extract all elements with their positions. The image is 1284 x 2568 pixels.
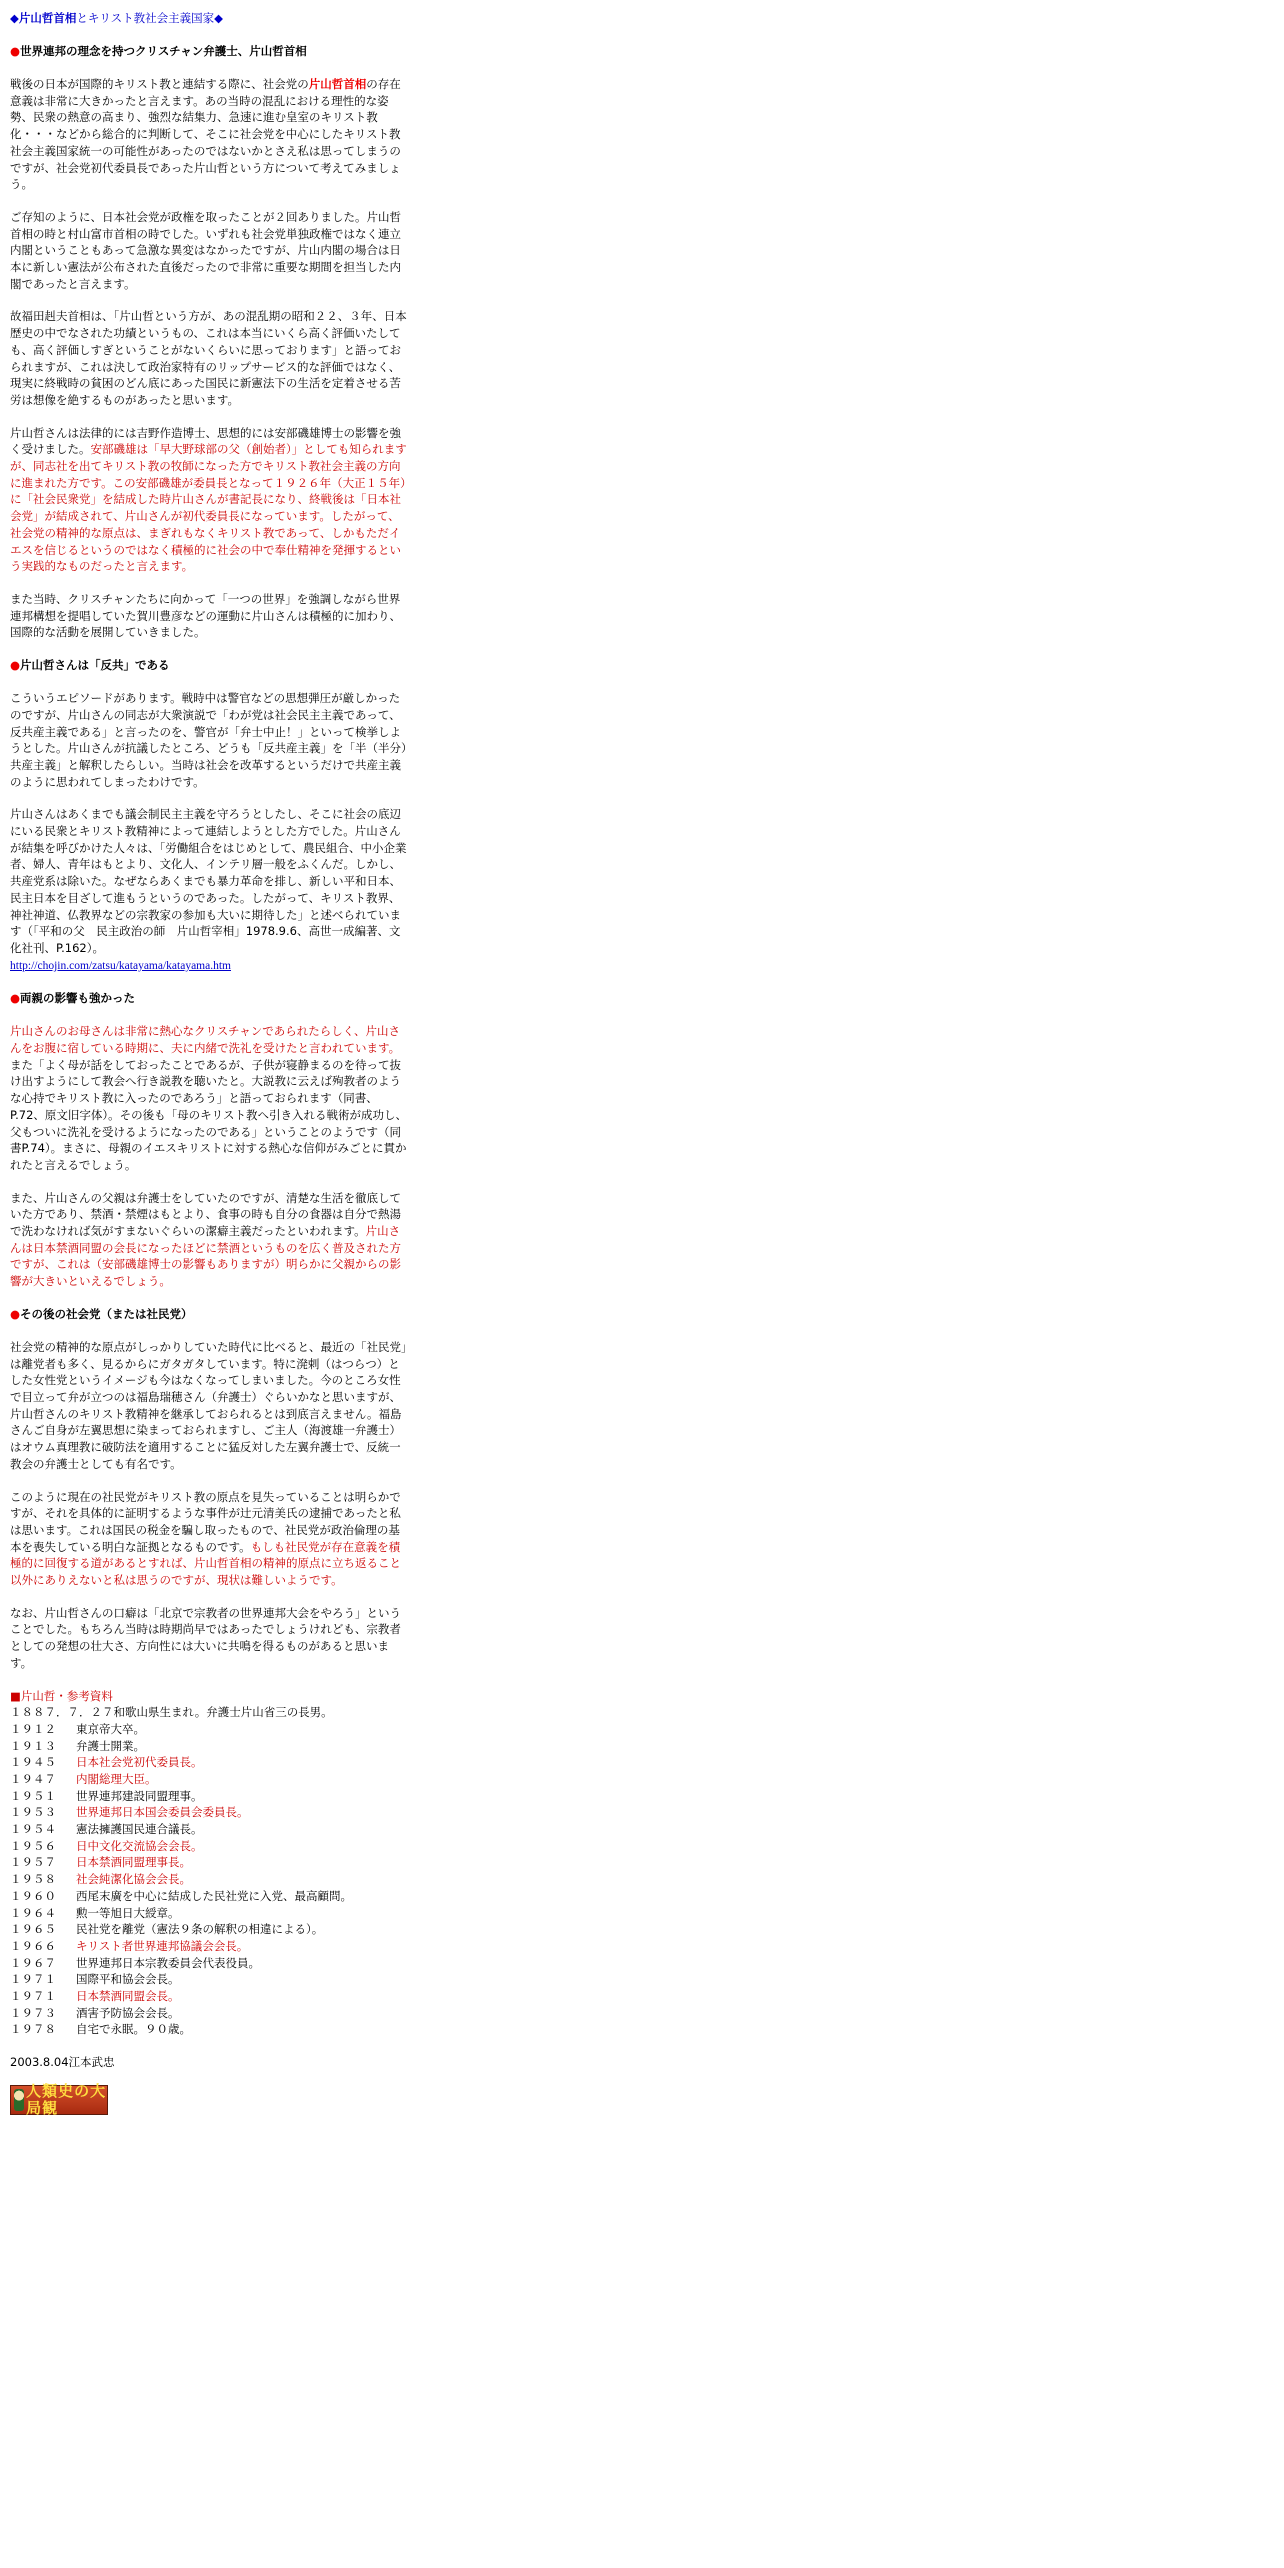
reference-year: １９６０ — [10, 1888, 56, 1903]
reference-year: １９５４ — [10, 1822, 56, 1837]
paragraph: 社会党の精神的な原点がしっかりしていた時代に比べると、最近の「社民党」は離党者も多く、見るからにガタガタしています。特に溌剌（はつらつ）とした女性党というイメージも今はなくなってしまいました。今のところ女性で目立って弁が立つのは福島瑞穂さん（弁護士）ぐらいかなと思いますが、片山哲さんのキリスト教精神を継承しておられるとは到底言えません。福島さんご自身が左翼思想に染まっておられますし、ご主人（海渡雄一弁護士）はオウム真理教に破防法を適用することに猛反対した左翼弁護士で、反統一教会の弁護士としても有名です。 — [10, 1339, 407, 1471]
title-diamond-right: ◆ — [214, 11, 223, 25]
reference-row — [10, 1771, 408, 1788]
reference-text: 日中文化交流協会会長。 — [76, 1838, 203, 1853]
reference-text: 世界連邦日本国会委員会委員長。 — [76, 1805, 249, 1820]
highlight-text: 片山さんのお母さんは非常に熱心なクリスチャンであられたらしく、片山さんをお腹に宿している時期に、夫に内緒で洗礼を受けたと言われています。 — [10, 1024, 401, 1056]
section-heading-world-federation: ●世界連邦の理念を持つクリスチャン弁護士、片山哲首相 — [10, 44, 307, 58]
paragraph: このように現在の社民党がキリスト教の原点を見失っていることは明らかですが、それを具体的に証明するような事件が辻元清美氏の逮捕であったと私は思います。これは国民の税金を騙し取ったもので、社民党が政治倫理の基本を喪失している明白な証拠となるものです。もしも社民党が存在意義を積極的に回復する道があるとすれば、片山哲首相の精神的原点に立ち返ること以外にありえないと私は思うのですが、現状は難しいようです。 — [10, 1489, 401, 1588]
reference-year: １９１３ — [10, 1738, 56, 1753]
paragraph: 戦後の日本が国際的キリスト教と連結する際に、社会党の片山哲首相の存在意義は非常に大きかったと言えます。あの当時の混乱における理性的な姿勢、民衆の熱意の高まり、強烈な結集力、急速に進む皇室のキリスト教化・・・などから総合的に判断して、そこに社会党を中心にしたキリスト教社会主義国家統一の可能性があったのではないかとさえ私は思ってしまうのですが、社会党初代委員長であった片山哲という方について考えてみましょう。 — [10, 77, 401, 192]
reference-year: １９７１ — [10, 1972, 56, 1987]
paragraph: 片山さんはあくまでも議会制民主主義を守ろうとしたし、そこに社会の底辺にいる民衆とキリスト教精神によって連結しようとした方でした。片山さんが結集を呼びかけた人々は、「労働組合をはじめとして、農民組合、中小企業者、婦人、青年はもとより、文化人、インテリ層一般をふくんだ。しかし、共産党系は除いた。なぜならあくまでも暴力革命を排し、新しい平和日本、民主日本を目ざして進もうというのであった。したがって、キリスト教界、神社神道、仏教界などの宗教家の参加も大いに期待した」と述べられています（「平和の父 民主政治の師 片山哲宰相」1978.9.6、高世一成編著、文化社刊、P.162）。 http://chojin.com/zatsu/katayama/katayama.htm — [10, 807, 407, 972]
reference-text: キリスト者世界連邦協議会会長。 — [76, 1938, 249, 1953]
reference-text: 社会純潔化協会会長。 — [76, 1872, 191, 1887]
reference-list — [10, 1688, 408, 2038]
paragraph: 片山さんのお母さんは非常に熱心なクリスチャンであられたらしく、片山さんをお腹に宿している時期に、夫に内緒で洗礼を受けたと言われています。また「よく母が話をしておったことであるが、子供が寝静まるのを待って抜け出すようにして教会へ行き説教を聴いたと。大説教に云えば殉教者のような心持でキリスト教に入ったのであろう」と語っておられます（同書、P.72、原文旧字体）。その後も「母のキリスト教へ引き入れる戦術が成功し、父もついに洗礼を受けるようになったのである」ということのようです（同書P.74）。まさに、母親のイエスキリストに対する熱心な信仰がみごとに貫かれたと言えるでしょう。 — [10, 1024, 407, 1172]
reference-row — [10, 1888, 408, 1905]
paragraph: こういうエピソードがあります。戦時中は警官などの思想弾圧が厳しかったのですが、片山さんの同志が大衆演説で「わが党は社会民主主義であって、反共産主義である」と言ったのを、警官が「弁士中止！」といって検挙しようとした。片山さんが抗議したところ、どうも「反共産主義」を「半（半分）共産主義」と解釈したらしい。当時は社会を改革するというだけで共産主義のように思われてしまったわけです。 — [10, 691, 407, 789]
reference-year: １９４７ — [10, 1772, 56, 1786]
reference-text: 日本禁酒同盟理事長。 — [76, 1855, 191, 1870]
paragraph: また、片山さんの父親は弁護士をしていたのですが、清楚な生活を徹底していた方であり、禁酒・禁煙はもとより、食事の時も自分の食器は自分で熱湯で洗わなければ気がすまないぐらいの潔癖主義だったといわれます。片山さんは日本禁酒同盟の会長になったほどに禁酒というものを広く普及された方ですが、これは（安部磯雄博士の影響もありますが）明らかに父親からの影響が大きいといえるでしょう。 — [10, 1190, 401, 1289]
red-bullet-icon: ● — [10, 991, 21, 1006]
reference-text: 日本禁酒同盟会長。 — [76, 1988, 180, 2003]
reference-year: １９７３ — [10, 2005, 56, 2020]
reference-year: １９６５ — [10, 1922, 56, 1937]
reference-year: １９５６ — [10, 1838, 56, 1853]
reference-year: １９１２ — [10, 1721, 56, 1736]
reference-row — [10, 1821, 408, 1838]
reference-text: 国際平和協会会長。 — [76, 1972, 180, 1987]
section-heading-parents: ●両親の影響も強かった — [10, 991, 136, 1006]
section-heading-anti-communist: ●片山哲さんは「反共」である — [10, 658, 170, 673]
highlight-text: 片山さんは日本禁酒同盟の会長になったほどに禁酒というものを広く普及された方ですが、これは（安部磯雄博士の影響もありますが）明らかに父親からの影響が大きいといえるでしょう。 — [10, 1224, 401, 1289]
reference-year: １９５３ — [10, 1805, 56, 1820]
reference-year: １９７８ — [10, 2022, 56, 2037]
reference-text: 民社党を離党（憲法９条の解釈の相違による）。 — [76, 1922, 324, 1937]
reference-year: １９７１ — [10, 1988, 56, 2003]
reference-text: 弁護士開業。 — [76, 1738, 145, 1753]
reference-row — [10, 1854, 408, 1871]
reference-row — [10, 1938, 408, 1955]
reference-text: 世界連邦建設同盟理事。 — [76, 1788, 203, 1803]
highlight-name: 片山哲首相 — [308, 77, 367, 91]
red-bullet-icon: ● — [10, 658, 21, 673]
square-bullet-icon: ■ — [10, 1688, 21, 1703]
paragraph: 故福田赳夫首相は、「片山哲という方が、あの混乱期の昭和２２、３年、日本歴史の中でなされた功績というもの、これは本当にいくら高く評価いたしても、高く評価しすぎということがないくらいに思っております」と語っておられますが、これは決して政治家特有のリップサービス的な評価ではなく、現実に終戦時の貧困のどん底にあった国民に新憲法下の生活を定着させる苦労は想像を絶するものがあったと思います。 — [10, 309, 407, 407]
highlight-text: もしも社民党が存在意義を積極的に回復する道があるとすれば、片山哲首相の精神的原点に立ち返ること以外にありえないと私は思うのですが、現状は難しいようです。 — [10, 1539, 401, 1588]
reference-row — [10, 1838, 408, 1855]
title-diamond-left: ◆ — [10, 11, 19, 25]
portrait-icon — [14, 2089, 24, 2111]
reference-text: 憲法擁護国民連合議長。 — [76, 1822, 203, 1837]
paragraph: なお、片山哲さんの口癖は「北京で宗教者の世界連邦大会をやろう」ということでした。もちろん当時は時期尚早ではあったでしょうけれども、宗教者としての発想の壮大さ、方向性には大いに共鳴を得るものがあると思います。 — [10, 1605, 401, 1670]
highlight-text: 安部磯雄は「早大野球部の父（創始者）」としても知られますが、同志社を出てキリスト教の牧師になった方でキリスト教社会主義の方向に進まれた方です。この安部磯雄が委員長となって１９２６年（大正１５年）に「社会民衆党」を結成した時片山さんが書記長になり、終戦後は「日本社会党」が結成されて、片山さんが初代委員長になっています。したがって、社会党の精神的な原点は、まぎれもなくキリスト教であって、しかもただイエスを信じるというのではなく積極的に社会の中で奉仕精神を発揮するという実践的なものだったと言えます。 — [10, 442, 407, 574]
paragraph: また当時、クリスチャンたちに向かって「一つの世界」を強調しながら世界連邦構想を提唱していた賀川豊彦などの運動に片山さんは積極的に加わり、国際的な活動を展開していきました。 — [10, 591, 401, 640]
reference-row — [10, 1788, 408, 1805]
reference-text: 東京帝大卒。 — [76, 1721, 145, 1736]
reference-year: １９４５ — [10, 1755, 56, 1770]
article — [10, 10, 408, 2115]
reference-year: １８８７ — [10, 1705, 56, 1720]
banner-label: 人類史の大局観 — [26, 2082, 107, 2117]
reference-row — [10, 1871, 408, 1888]
reference-text: ．７．２７和歌山県生まれ。弁護士片山省三の長男。 — [56, 1705, 333, 1720]
reference-text: 西尾末廣を中心に結成した民社党に入党、最高顧問。 — [76, 1888, 352, 1903]
reference-heading: ■片山哲・参考資料 — [10, 1688, 113, 1703]
reference-text: 世界連邦日本宗教委員会代表役員。 — [76, 1955, 260, 1970]
signature: 2003.8.04江本武忠 — [10, 2055, 115, 2069]
reference-row — [10, 1704, 408, 1721]
reference-text: 自宅で永眠。９０歳。 — [76, 2022, 191, 2037]
reference-year: １９６４ — [10, 1905, 56, 1920]
title-name: 片山哲首相 — [18, 11, 77, 25]
reference-row — [10, 1955, 408, 1972]
red-bullet-icon: ● — [10, 44, 21, 58]
title-rest: とキリスト教社会主義国家 — [76, 11, 215, 25]
section-heading-later-party: ●その後の社会党（または社民党） — [10, 1306, 193, 1321]
source-link[interactable]: http://chojin.com/zatsu/katayama/katayama.htm — [10, 959, 231, 972]
reference-year: １９６６ — [10, 1938, 56, 1953]
red-bullet-icon: ● — [10, 1306, 21, 1321]
reference-row — [10, 1905, 408, 1922]
reference-text: 内閣総理大臣。 — [76, 1772, 157, 1786]
reference-row — [10, 1738, 408, 1755]
reference-year: １９６７ — [10, 1955, 56, 1970]
reference-row — [10, 1988, 408, 2005]
reference-year: １９５７ — [10, 1855, 56, 1870]
reference-year: １９５１ — [10, 1788, 56, 1803]
reference-text: 日本社会党初代委員長。 — [76, 1755, 203, 1770]
reference-row — [10, 1804, 408, 1821]
reference-text: 勲一等旭日大綬章。 — [76, 1905, 180, 1920]
reference-row — [10, 2005, 408, 2022]
reference-row — [10, 1921, 408, 1938]
paragraph: 片山哲さんは法律的には吉野作造博士、思想的には安部磯雄博士の影響を強く受けました。安部磯雄は「早大野球部の父（創始者）」としても知られますが、同志社を出てキリスト教の牧師になった方でキリスト教社会主義の方向に進まれた方です。この安部磯雄が委員長となって１９２６年（大正１５年）に「社会民衆党」を結成した時片山さんが書記長になり、終戦後は「日本社会党」が結成されて、片山さんが初代委員長になっています。したがって、社会党の精神的な原点は、まぎれもなくキリスト教であって、しかもただイエスを信じるというのではなく積極的に社会の中で奉仕精神を発揮するという実践的なものだったと言えます。 — [10, 425, 407, 574]
page-title — [10, 10, 408, 27]
history-banner-link[interactable] — [10, 2082, 108, 2117]
reference-row — [10, 1971, 408, 1988]
paragraph: ご存知のように、日本社会党が政権を取ったことが２回ありました。片山哲首相の時と村山富市首相の時でした。いずれも社会党単独政権ではなく連立内閣ということもあって急激な異変はなかったですが、片山内閣の場合は日本に新しい憲法が公布された直後だったので非常に重要な期間を担当した内閣であったと言えます。 — [10, 209, 401, 291]
reference-year: １９５８ — [10, 1872, 56, 1887]
reference-row — [10, 1721, 408, 1738]
reference-row — [10, 2021, 408, 2038]
reference-text: 酒害予防協会会長。 — [76, 2005, 180, 2020]
reference-rows — [10, 1704, 408, 2038]
reference-row — [10, 1754, 408, 1771]
